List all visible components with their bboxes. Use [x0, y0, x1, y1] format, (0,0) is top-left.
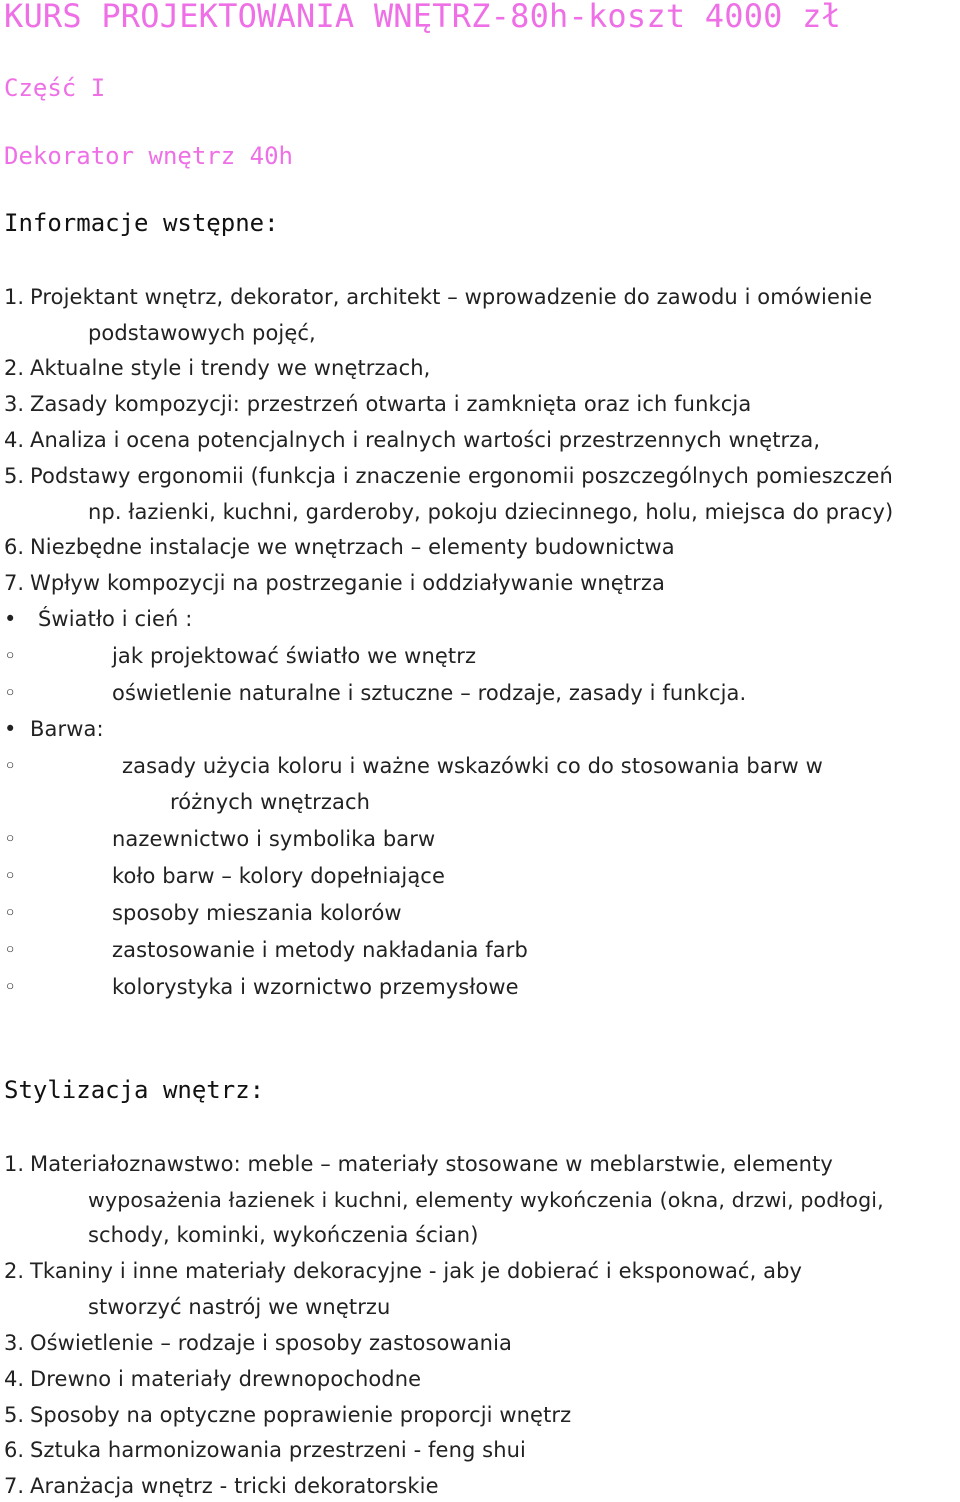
sub-bullet-icon: ◦	[4, 754, 17, 778]
list-item-text: Sztuka harmonizowania przestrzeni - feng shui	[30, 1438, 526, 1462]
list-item-text: Podstawy ergonomii (funkcja i znaczenie ergonomii poszczególnych pomieszczeń	[30, 464, 893, 488]
list-item-text: stworzyć nastrój we wnętrzu	[88, 1295, 391, 1319]
sub-item-text: kolorystyka i wzornictwo przemysłowe	[112, 975, 519, 999]
list-item-text: Aktualne style i trendy we wnętrzach,	[30, 356, 431, 380]
list-item-text: Aranżacja wnętrz - tricki dekoratorskie	[30, 1474, 439, 1498]
list-item-text: Materiałoznawstwo: meble – materiały stosowane w meblarstwie, elementy	[30, 1152, 833, 1176]
list-item-number: 3.	[4, 392, 25, 416]
sub-bullet-icon: ◦	[4, 864, 17, 888]
list-item-number: 2.	[4, 356, 25, 380]
sub-bullet-icon: ◦	[4, 901, 17, 925]
page-title: KURS PROJEKTOWANIA WNĘTRZ-80h-koszt 4000 zł	[4, 0, 842, 35]
sub-item-text: oświetlenie naturalne i sztuczne – rodzaje, zasady i funkcja.	[112, 681, 747, 705]
list-item-number: 7.	[4, 571, 25, 595]
list-item-number: 1.	[4, 1152, 25, 1176]
list-item-text: np. łazienki, kuchni, garderoby, pokoju dziecinnego, holu, miejsca do pracy)	[88, 500, 894, 524]
sub-item-text: różnych wnętrzach	[170, 790, 371, 814]
list-item-text: wyposażenia łazienek i kuchni, elementy wykończenia (okna, drzwi, podłogi,	[88, 1188, 884, 1212]
sub-bullet-icon: ◦	[4, 644, 17, 668]
list-item-number: 5.	[4, 1403, 25, 1427]
list-item-number: 5.	[4, 464, 25, 488]
list-item-text: Projektant wnętrz, dekorator, architekt – wprowadzenie do zawodu i omówienie	[30, 285, 873, 309]
light-label: Światło i cień :	[38, 607, 193, 631]
sub-item-text: zastosowanie i metody nakładania farb	[112, 938, 528, 962]
list-item-text: Wpływ kompozycji na postrzeganie i oddziaływanie wnętrza	[30, 571, 665, 595]
list-item-text: Analiza i ocena potencjalnych i realnych wartości przestrzennych wnętrza,	[30, 428, 821, 452]
sub-bullet-icon: ◦	[4, 938, 17, 962]
sub-bullet-icon: ◦	[4, 681, 17, 705]
list-item-number: 6.	[4, 1438, 25, 1462]
list-item-number: 7.	[4, 1474, 25, 1498]
intro-heading: Informacje wstępne:	[4, 209, 279, 237]
list-item-text: Drewno i materiały drewnopochodne	[30, 1367, 422, 1391]
list-item-text: podstawowych pojęć,	[88, 321, 316, 345]
list-item-number: 4.	[4, 1367, 25, 1391]
list-item-text: Tkaniny i inne materiały dekoracyjne - jak je dobierać i eksponować, aby	[30, 1259, 803, 1283]
color-label: Barwa:	[30, 717, 104, 741]
list-item-text: Zasady kompozycji: przestrzeń otwarta i zamknięta oraz ich funkcja	[30, 392, 752, 416]
list-item-text: schody, kominki, wykończenia ścian)	[88, 1223, 479, 1247]
list-item-number: 2.	[4, 1259, 25, 1283]
list-item-text: Niezbędne instalacje we wnętrzach – elementy budownictwa	[30, 535, 675, 559]
subtitle-heading: Dekorator wnętrz 40h	[4, 142, 293, 170]
part-heading: Część I	[4, 74, 106, 102]
list-item-number: 3.	[4, 1331, 25, 1355]
sub-bullet-icon: ◦	[4, 975, 17, 999]
list-item-number: 6.	[4, 535, 25, 559]
bullet-icon: •	[4, 607, 17, 631]
list-item-number: 1.	[4, 285, 25, 309]
bullet-icon: •	[4, 717, 17, 741]
list-item-text: Sposoby na optyczne poprawienie proporcji wnętrz	[30, 1403, 572, 1427]
styling-heading: Stylizacja wnętrz:	[4, 1076, 265, 1104]
sub-item-text: nazewnictwo i symbolika barw	[112, 827, 436, 851]
sub-item-text: sposoby mieszania kolorów	[112, 901, 402, 925]
list-item-number: 4.	[4, 428, 25, 452]
sub-item-text: koło barw – kolory dopełniające	[112, 864, 445, 888]
sub-item-text: jak projektować światło we wnętrz	[112, 644, 477, 668]
sub-item-text: zasady użycia koloru i ważne wskazówki co do stosowania barw w	[122, 754, 823, 778]
sub-bullet-icon: ◦	[4, 827, 17, 851]
list-item-text: Oświetlenie – rodzaje i sposoby zastosowania	[30, 1331, 512, 1355]
